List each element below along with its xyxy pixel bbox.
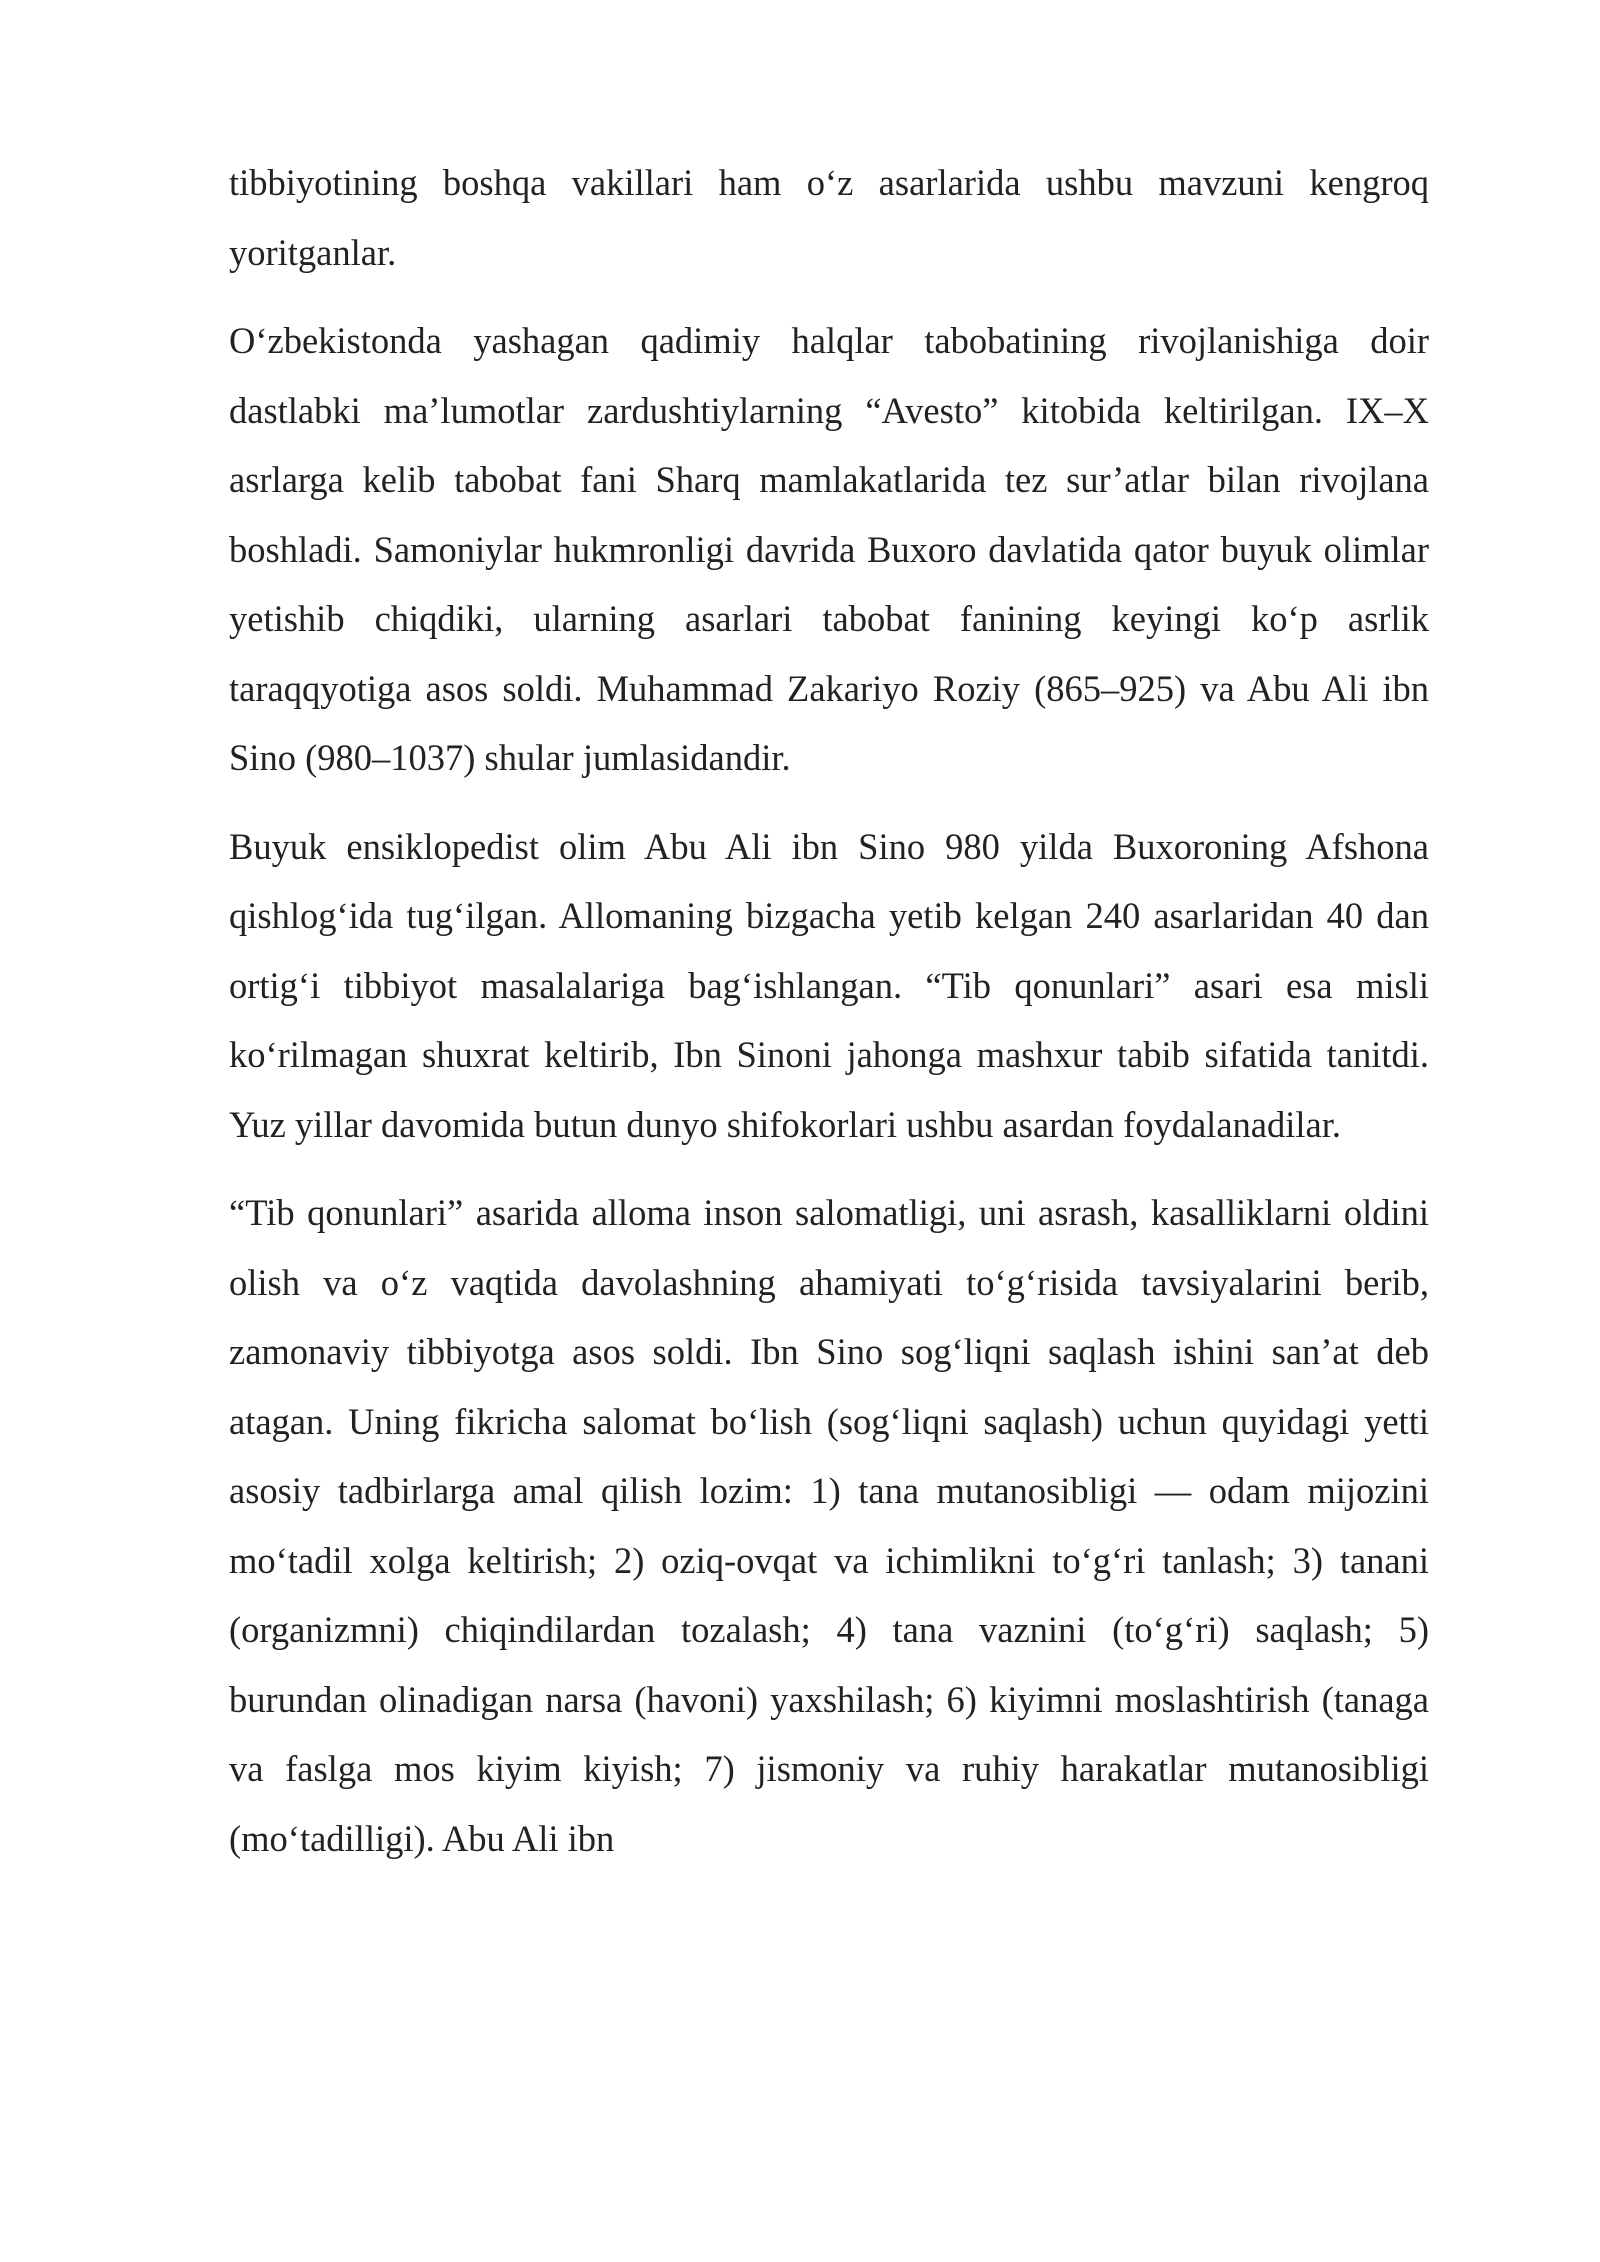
paragraph-3: Buyuk ensiklopedist olim Abu Ali ibn Sino 980 yilda Buxoroning Afshona qishlog‘ida tug‘ilgan. Allomaning bizgacha yetib kelgan 240 asarlaridan 40 dan ortig‘i tibbiyot masalalariga bag‘ishlangan. “Tib qonunlari” asari esa misli ko‘rilmagan shuxrat keltirib, Ibn Sinoni jahonga mashxur tabib sifatida tanitdi. Yuz yillar davomida butun dunyo shifokorlari ushbu asardan foydalanadilar.	[229, 825, 1429, 1145]
paragraph-2: O‘zbekistonda yashagan qadimiy halqlar tabobatining rivojlanishiga doir dastlabki ma’lumotlar zardushtiylarning “Avesto” kitobida keltirilgan. IX–X asrlarga kelib tabobat fani Sharq mamlakatlarida tez sur’atlar bilan rivojlana boshladi. Samoniylar hukmronligi davrida Buxoro davlatida qator buyuk olimlar yetishib chiqdiki, ularning asarlari tabobat fanining keyingi ko‘p asrlik taraqqyotiga asos soldi. Muhammad Zakariyo Roziy (865–925) va Abu Ali ibn Sino (980–1037) shular jumlasidandir.	[229, 320, 1429, 778]
paragraph-4: “Tib qonunlari” asarida alloma inson salomatligi, uni asrash, kasalliklarni oldini olish va o‘z vaqtida davolashning ahamiyati to‘g‘risida tavsiyalarini berib, zamonaviy tibbiyotga asos soldi. Ibn Sino sog‘liqni saqlash ishini san’at deb atagan. Uning fikricha salomat bo‘lish (sog‘liqni saqlash) uchun quyidagi yetti asosiy tadbirlarga amal qilish lozim: 1) tana mutanosibligi — odam mijozini mo‘tadil xolga keltirish; 2) oziq-ovqat va ichimlikni to‘g‘ri tanlash; 3) tanani (organizmni) chiqindilardan tozalash; 4) tana vaznini (to‘g‘ri) saqlash; 5) burundan olinadigan narsa (havoni) yaxshilash; 6) kiyimni moslashtirish (tanaga va faslga mos kiyim kiyish; 7) jismoniy va ruhiy harakatlar mutanosibligi (mo‘tadilligi). Abu Ali ibn	[229, 1192, 1429, 1859]
paragraph-1: tibbiyotining boshqa vakillari ham o‘z asarlarida ushbu mavzuni kengroq yoritganlar.	[229, 162, 1429, 273]
document-page	[229, 148, 1429, 1873]
